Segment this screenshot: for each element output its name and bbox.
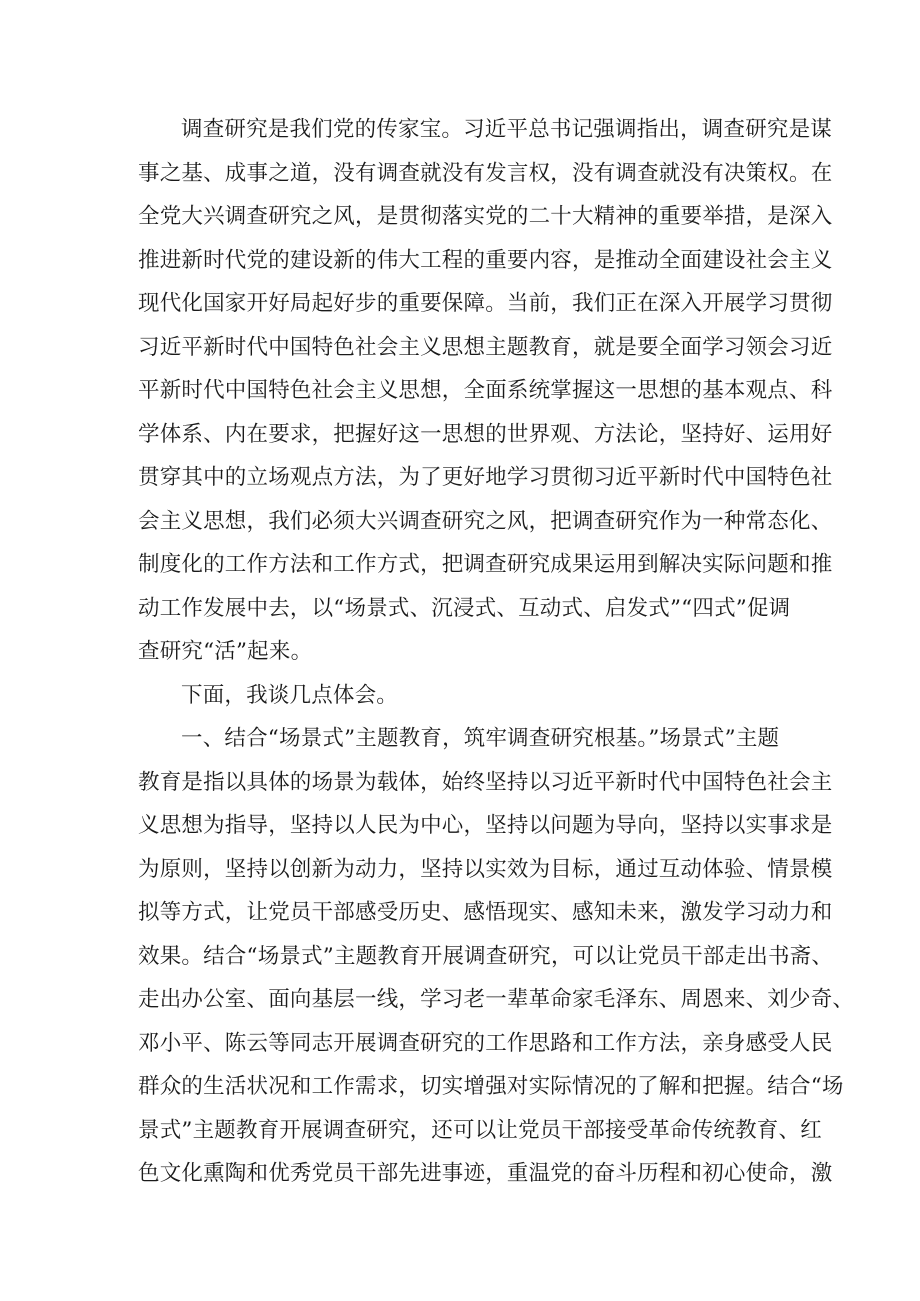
paragraph-line: 教育是指以具体的场景为载体，始终坚持以习近平新时代中国特色社会主 xyxy=(138,769,833,795)
paragraph-line: 效果。结合“场景式”主题教育开展调查研究，可以让党员干部走出书斋、 xyxy=(138,943,834,969)
paragraph-line: 贯穿其中的立场观点方法，为了更好地学习贯彻习近平新时代中国特色社 xyxy=(138,465,833,490)
paragraph-line: 事之基、成事之道，没有调查就没有发言权，没有调查就没有决策权。在 xyxy=(138,160,833,186)
paragraph-first-line: 下面，我谈几点体会。 xyxy=(181,682,399,708)
paragraph-line: 习近平新时代中国特色社会主义思想主题教育，就是要全面学习领会习近 xyxy=(138,334,833,360)
paragraph-line: 制度化的工作方法和工作方式，把调查研究成果运用到解决实际问题和推 xyxy=(138,552,833,577)
paragraph-line: 拟等方式，让党员干部感受历史、感悟现实、感知未来，激发学习动力和 xyxy=(138,900,833,925)
paragraph-transition xyxy=(138,674,788,718)
paragraph-line: 平新时代中国特色社会主义思想，全面系统掌握这一思想的基本观点、科 xyxy=(138,378,833,403)
paragraph-line: 动工作发展中去，以“场景式、沉浸式、互动式、启发式”“四式”促调 xyxy=(138,595,791,621)
paragraph-line: 推进新时代党的建设新的伟大工程的重要内容，是推动全面建设社会主义 xyxy=(138,247,833,273)
paragraph-line: 会主义思想，我们必须大兴调查研究之风，把调查研究作为一种常态化、 xyxy=(138,508,833,534)
paragraph-first-line: 一、结合“场景式”主题教育，筑牢调查研究根基。”场景式”主题 xyxy=(181,726,780,751)
paragraph-line: 现代化国家开好局起好步的重要保障。当前，我们正在深入开展学习贯彻 xyxy=(138,291,833,316)
paragraph-line: 全党大兴调查研究之风，是贯彻落实党的二十大精神的重要举措，是深入 xyxy=(138,204,833,229)
paragraph-line: 色文化熏陶和优秀党员干部先进事迹，重温党的奋斗历程和初心使命，激 xyxy=(138,1161,833,1186)
paragraph-line: 义思想为指导，坚持以人民为中心，坚持以问题为导向，坚持以实事求是 xyxy=(138,813,833,838)
paragraph-first-line: 调查研究是我们党的传家宝。习近平总书记强调指出，调查研究是谋 xyxy=(181,117,833,142)
paragraph-line: 学体系、内在要求，把握好这一思想的世界观、方法论，坚持好、运用好 xyxy=(138,421,833,447)
paragraph-intro xyxy=(138,108,833,674)
paragraph-line: 邓小平、陈云等同志开展调查研究的工作思路和工作方法，亲身感受人民 xyxy=(138,1030,833,1056)
paragraph-line: 群众的生活状况和工作需求，切实增强对实际情况的了解和把握。结合“场 xyxy=(138,1074,844,1099)
paragraph-line: 景式”主题教育开展调查研究，还可以让党员干部接受革命传统教育、红 xyxy=(138,1117,822,1143)
paragraph-line: 查研究“活”起来。 xyxy=(138,639,313,664)
paragraph-section-one xyxy=(138,717,855,1196)
paragraph-line: 为原则，坚持以创新为动力，坚持以实效为目标，通过互动体验、情景模 xyxy=(138,856,833,882)
paragraph-line: 走出办公室、面向基层一线，学习老一辈革命家毛泽东、周恩来、刘少奇、 xyxy=(138,987,855,1012)
